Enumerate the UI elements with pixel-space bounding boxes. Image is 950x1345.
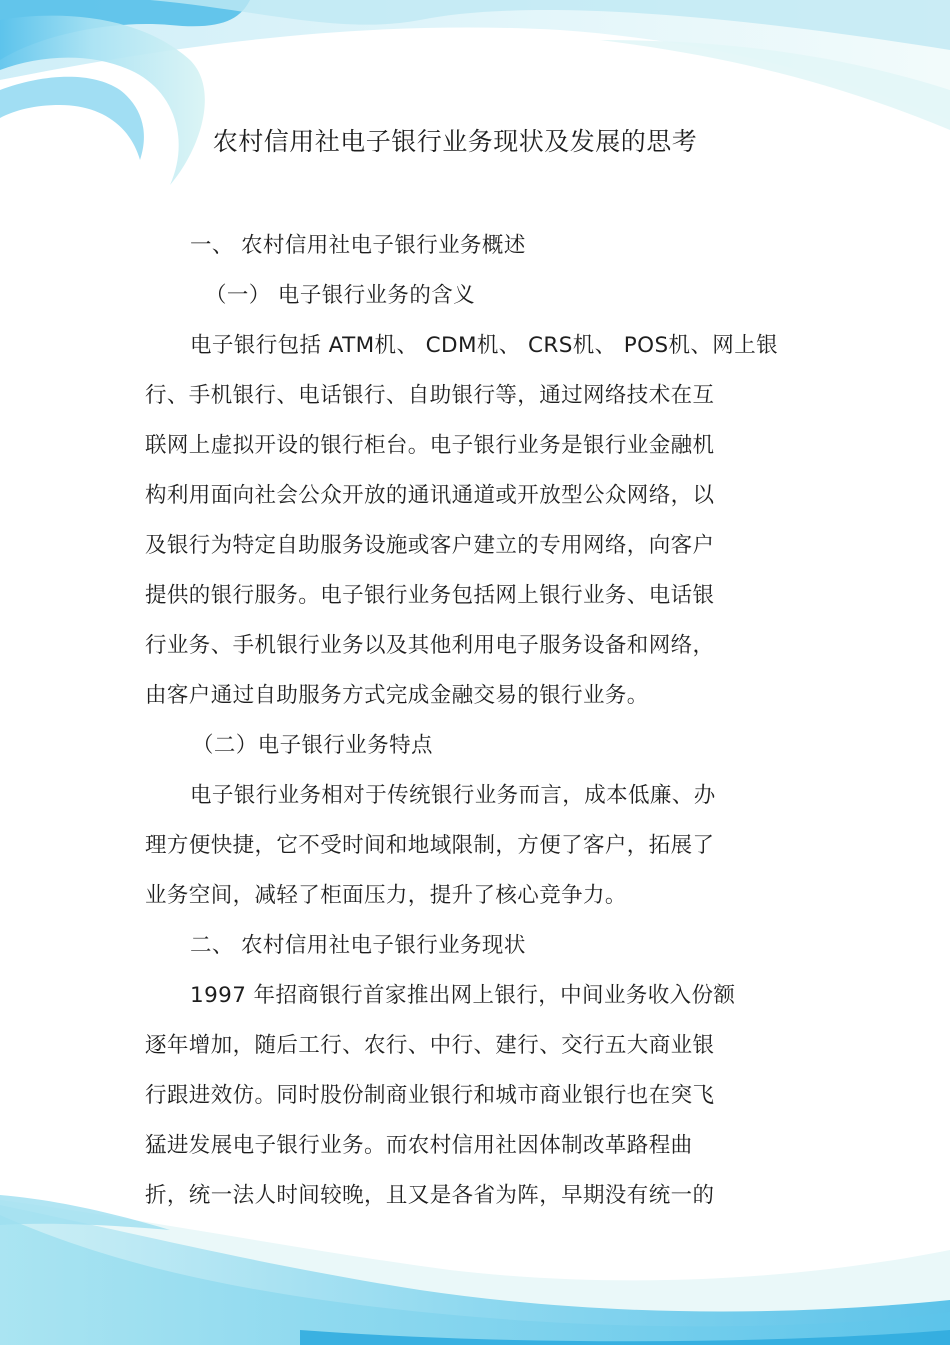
- subheading-1-2: （二）电子银行业务特点: [192, 733, 433, 758]
- paragraph-line: 理方便快捷，它不受时间和地域限制，方便了客户，拓展了: [145, 833, 715, 858]
- paragraph-line: 1997 年招商银行首家推出网上银行，中间业务收入份额: [190, 983, 736, 1008]
- paragraph-line: 构利用面向社会公众开放的通讯通道或开放型公众网络，以: [145, 483, 715, 508]
- heading-section-2: 二、 农村信用社电子银行业务现状: [190, 933, 526, 958]
- paragraph-line: 行跟进效仿。同时股份制商业银行和城市商业银行也在突飞: [145, 1083, 715, 1108]
- paragraph-line: 行、手机银行、电话银行、自助银行等，通过网络技术在互: [145, 383, 715, 408]
- paragraph-line: 折，统一法人时间较晚，且又是各省为阵，早期没有统一的: [145, 1183, 715, 1208]
- paragraph-line: 由客户通过自助服务方式完成金融交易的银行业务。: [145, 683, 649, 708]
- paragraph-line: 电子银行业务相对于传统银行业务而言，成本低廉、办: [190, 783, 716, 808]
- heading-section-1: 一、 农村信用社电子银行业务概述: [190, 233, 526, 258]
- paragraph-line: 业务空间，减轻了柜面压力，提升了核心竞争力。: [145, 883, 627, 908]
- paragraph-line: 联网上虚拟开设的银行柜台。电子银行业务是银行业金融机: [145, 433, 715, 458]
- paragraph-line: 逐年增加，随后工行、农行、中行、建行、交行五大商业银: [145, 1033, 715, 1058]
- document-title: 农村信用社电子银行业务现状及发展的思考: [212, 127, 698, 156]
- paragraph-line: 提供的银行服务。电子银行业务包括网上银行业务、电话银: [145, 583, 715, 608]
- paragraph-line: 行业务、手机银行业务以及其他利用电子服务设备和网络，: [145, 633, 715, 658]
- subheading-1-1: （一） 电子银行业务的含义: [205, 283, 476, 308]
- paragraph-line: 及银行为特定自助服务设施或客户建立的专用网络，向客户: [145, 533, 715, 558]
- paragraph-line: 猛进发展电子银行业务。而农村信用社因体制改革路程曲: [145, 1133, 693, 1158]
- paragraph-line: 电子银行包括 ATM机、 CDM机、 CRS机、 POS机、网上银: [190, 333, 779, 358]
